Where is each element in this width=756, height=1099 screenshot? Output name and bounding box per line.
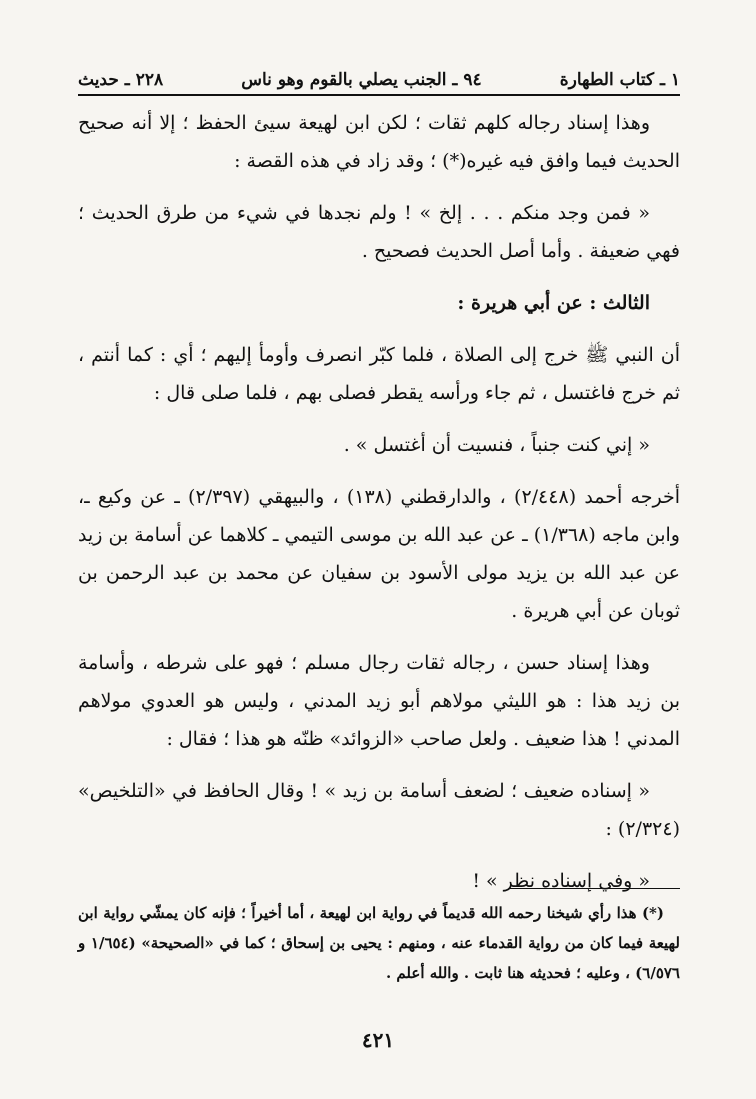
footnote-text: (*) هذا رأي شيخنا رحمه الله قديماً في رواية ابن لهيعة ، أما أخيراً ؛ فإنه كان يمشّي رواية ابن لهيعة فيما كان من رواية القدماء عنه ، ومنهم : يحيى بن إسحاق ؛ كما في «الصحيحة» (١/٦٥٤ و ٦/٥٧٦) ، وعليه ؛ فحديثه هنا ثابت . والله أعلم . [78,904,680,982]
page-number: ٤٢١ [361,1028,395,1052]
paragraph-2: « فمن وجد منكم . . . إلخ » ! ولم نجدها في شيء من طرق الحديث ؛ فهي ضعيفة . وأما أصل الحديث فصحيح . [78,202,680,262]
footnote [78,898,680,988]
header-hadith-number: ٢٢٨ ـ حديث [78,70,164,90]
paragraph-6: وهذا إسناد حسن ، رجاله ثقات رجال مسلم ؛ فهو على شرطه ، وأسامة بن زيد هذا : هو الليثي مولاهم أبو زيد المدني ، وليس هو العدوي مولاهم المدني ! هذا ضعيف . ولعل صاحب «الزوائد» ظنّه هو هذا ؛ فقال : [78,652,680,750]
footnote-divider [510,888,680,889]
paragraph-8: « وفي إسناده نظر » ! [472,870,650,892]
paragraph-1: وهذا إسناد رجاله كلهم ثقات ؛ لكن ابن لهيعة سيئ الحفظ ؛ إلا أنه صحيح الحديث فيما وافق فيه غيره(*) ؛ وقد زاد في هذه القصة : [78,112,680,172]
paragraph-7: « إسناده ضعيف ؛ لضعف أسامة بن زيد » ! وقال الحافظ في «التلخيص» (٢/٣٢٤) : [78,780,680,840]
paragraph-3: أن النبي ﷺ خرج إلى الصلاة ، فلما كبّر انصرف وأومأ إليهم ؛ أي : كما أنتم ، ثم خرج فاغتسل ، ثم جاء ورأسه يقطر فصلى بهم ، فلما صلى قال : [78,344,680,404]
header-book-title: ١ ـ كتاب الطهارة [559,70,680,90]
header-chapter-title: ٩٤ ـ الجنب يصلي بالقوم وهو ناس [241,70,482,90]
main-text [78,104,680,914]
paragraph-5: أخرجه أحمد (٢/٤٤٨) ، والدارقطني (١٣٨) ، والبيهقي (٢/٣٩٧) ـ عن وكيع ـ، وابن ماجه (١/٣٦٨) ـ عن عبد الله بن موسى التيمي ـ كلاهما عن أسامة بن زيد عن عبد الله بن يزيد مولى الأسود بن سفيان عن محمد بن عبد الرحمن بن ثوبان عن أبي هريرة . [78,486,680,622]
paragraph-4: « إني كنت جنباً ، فنسيت أن أغتسل » . [343,434,650,456]
section-heading-third: الثالث : عن أبي هريرة : [457,292,650,314]
running-header [78,60,680,96]
